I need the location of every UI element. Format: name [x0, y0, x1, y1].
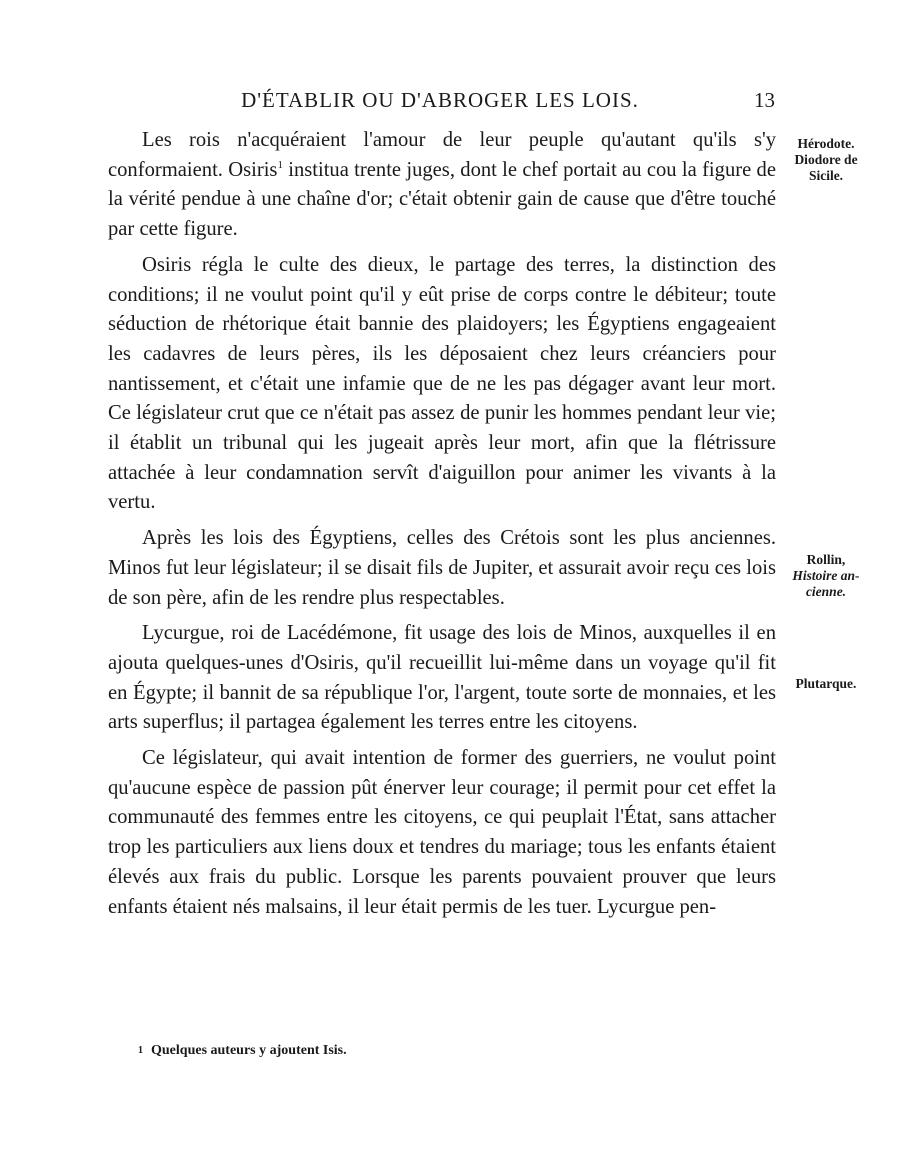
margin-note-line: Sicile.	[808, 168, 844, 183]
paragraph-3: Après les lois des Égyptiens, celles des Crétois sont les plus anciennes. Minos fut leur législateur; il se disait fils de Jupiter, et assurait avoir reçu ces lois de son père, afin de les rendre plus respectables.	[108, 527, 776, 609]
margin-note-line: cienne.	[805, 584, 847, 599]
margin-note-line: Histoire an-	[792, 568, 860, 583]
paragraph-1-continuation: institua trente juges, dont le chef portait au cou la figure de la vérité pendue à une chaîne d'or; c'était obtenir gain de cause que d'être touché par cette figure.	[108, 158, 776, 241]
main-text	[108, 126, 776, 922]
page-number: 13	[754, 88, 775, 112]
margin-note-plutarque	[781, 676, 871, 692]
running-title: D'ÉTABLIR OU D'ABROGER LES LOIS.	[241, 88, 639, 112]
footnote-text: Quelques auteurs y ajoutent Isis.	[151, 1043, 347, 1058]
margin-note-rollin	[781, 552, 871, 600]
margin-note-herodote	[781, 136, 871, 184]
margin-note-line: Diodore de	[794, 152, 858, 167]
paragraph-4: Lycurgue, roi de Lacédémone, fit usage des lois de Minos, auxquelles il en ajouta quelques-unes d'Osiris, qu'il recueillit lui-même dans un voyage qu'il fit en Égypte; il bannit de sa république l'or, l'argent, toute sorte de monnaies, et les arts superflus; il partagea également les terres entre les citoyens.	[108, 622, 776, 734]
margin-note-line: Hérodote.	[797, 136, 855, 151]
margin-note-line: Plutarque.	[795, 676, 857, 691]
footnote	[138, 1043, 738, 1059]
paragraph-1	[108, 126, 776, 245]
paragraph-2: Osiris régla le culte des dieux, le partage des terres, la distinction des conditions; il ne voulut point qu'il y eût prise de corps contre le débiteur; toute séduction de rhétorique était bannie des plaidoyers; les Égyptiens engageaient les cadavres de leurs pères, ils les déposaient chez leurs créanciers pour nantissement, et c'était une infamie que de ne les pas dégager avant leur mort. Ce législateur crut que ce n'était pas assez de punir les hommes pendant leur vie; il établit un tribunal qui les jugeait après leur mort, afin que la flétrissure attachée à leur condamnation servît d'aiguillon pour animer les vivants à la vertu.	[108, 253, 776, 514]
footnote-reference: 1	[277, 158, 283, 171]
paragraph-5: Ce législateur, qui avait intention de former des guerriers, ne voulut point qu'aucune espèce de passion pût énerver leur courage; il permit pour cet effet la communauté des femmes entre les citoyens, ce qui peuplait l'État, sans attacher trop les particuliers aux liens doux et tendres du mariage; tous les enfants étaient élevés aux frais du public. Lorsque les parents pouvaient prouver que leurs enfants étaient nés malsains, il leur était permis de les tuer. Lycurgue pen-	[108, 747, 776, 918]
paragraph-1-text: Les rois n'acquéraient l'amour de leur peuple qu'autant qu'ils s'y conformaient. Osiris	[108, 129, 776, 181]
footnote-mark: 1	[138, 1045, 143, 1056]
margin-note-line: Rollin,	[806, 552, 846, 567]
